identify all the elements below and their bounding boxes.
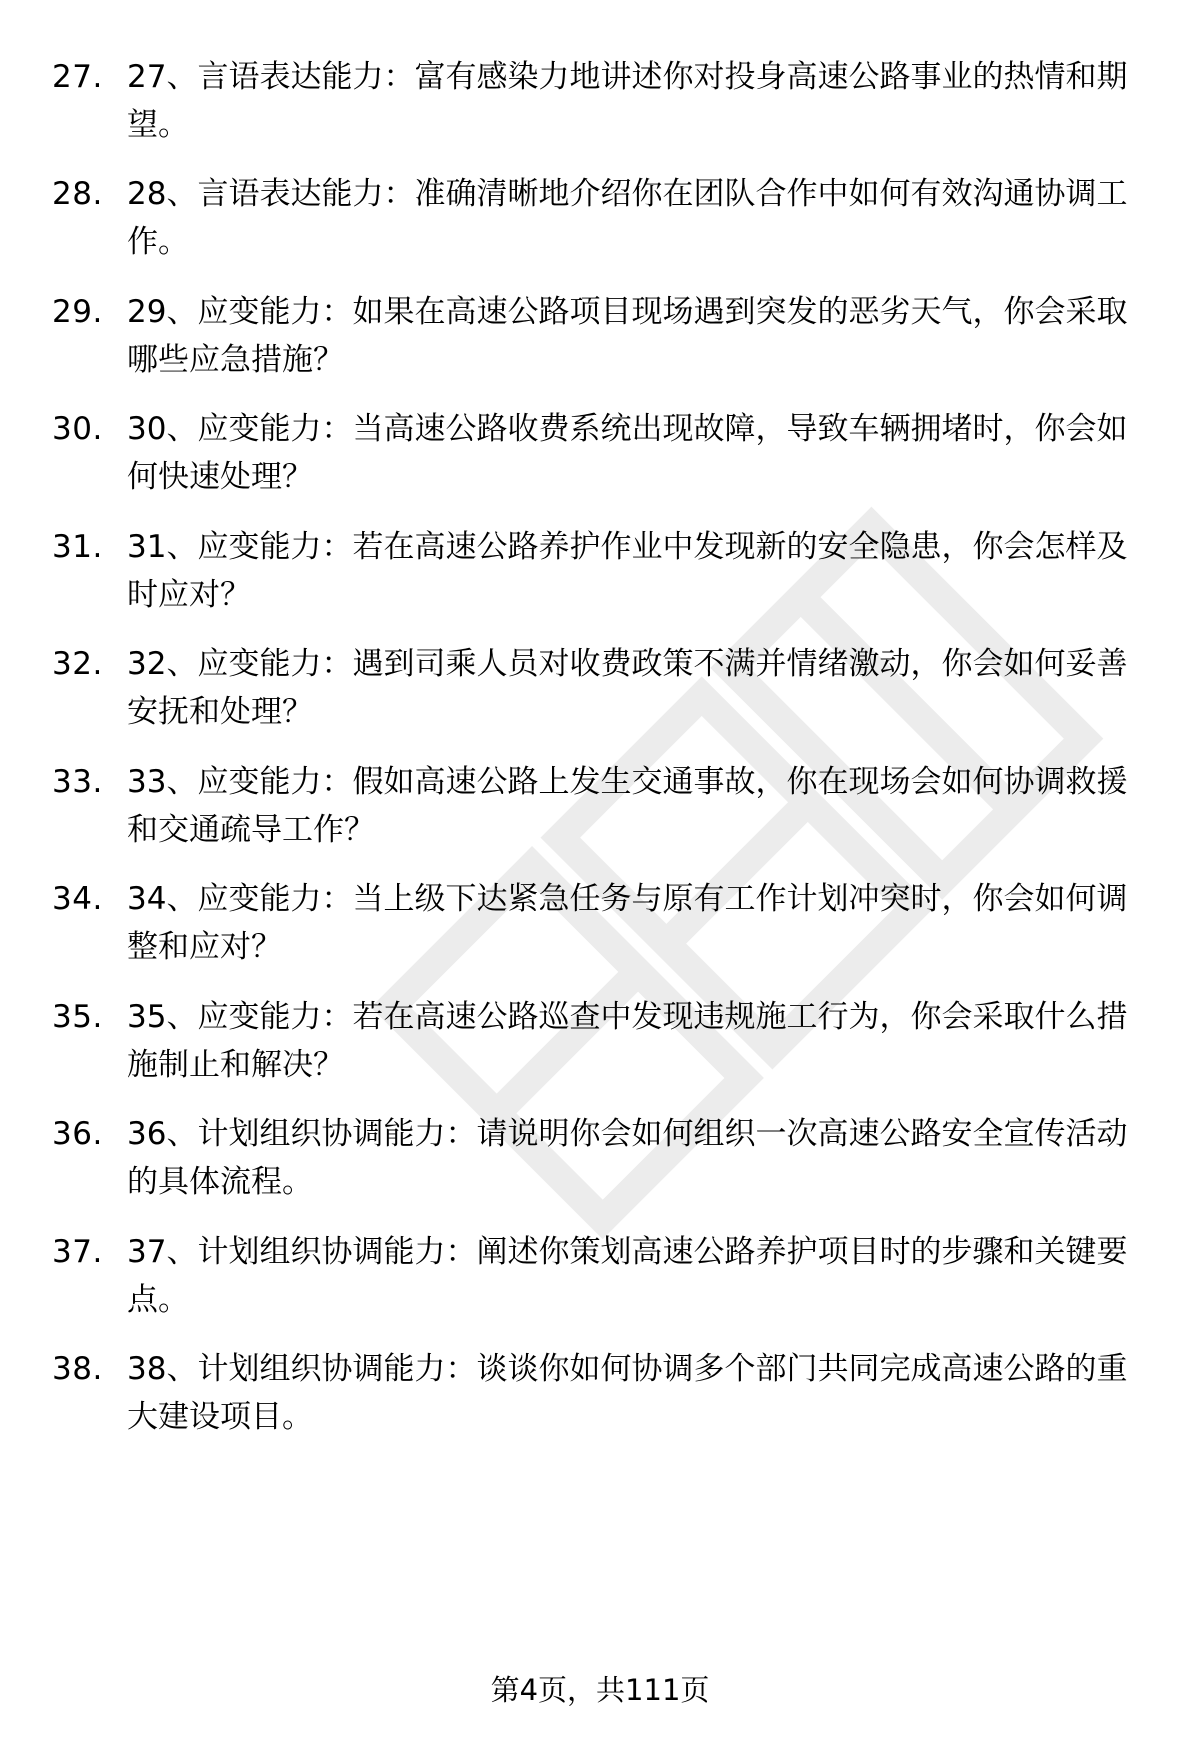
list-item-number: 36. [52, 1116, 103, 1152]
list-item-text: 31、应变能力：若在高速公路养护作业中发现新的安全隐患，你会怎样及时应对？ [127, 529, 1128, 613]
list-item [0, 993, 1200, 1103]
list-item-text: 28、言语表达能力：准确清晰地介绍你在团队合作中如何有效沟通协调工作。 [127, 176, 1128, 260]
list-item [0, 170, 1200, 280]
list-item-text: 27、言语表达能力：富有感染力地讲述你对投身高速公路事业的热情和期望。 [127, 59, 1128, 143]
list-item-text: 29、应变能力：如果在高速公路项目现场遇到突发的恶劣天气，你会采取哪些应急措施？ [127, 294, 1128, 378]
list-item-number: 30. [52, 411, 103, 447]
list-item [0, 53, 1200, 163]
list-item-text: 32、应变能力：遇到司乘人员对收费政策不满并情绪激动，你会如何妥善安抚和处理？ [127, 646, 1128, 730]
list-item-number: 33. [52, 764, 103, 800]
list-item [0, 875, 1200, 985]
list-item [0, 758, 1200, 868]
list-item-number: 38. [52, 1351, 103, 1387]
page-number-footer: 第4页，共111页 [490, 1673, 710, 1707]
list-item [0, 523, 1200, 633]
list-item-number: 27. [52, 59, 103, 95]
list-item-text: 35、应变能力：若在高速公路巡查中发现违规施工行为，你会采取什么措施制止和解决？ [127, 999, 1128, 1083]
list-item-text: 38、计划组织协调能力：谈谈你如何协调多个部门共同完成高速公路的重大建设项目。 [127, 1351, 1128, 1435]
list-item-number: 28. [52, 176, 103, 212]
list-item [0, 405, 1200, 515]
list-item-number: 34. [52, 881, 103, 917]
list-item-number: 29. [52, 294, 103, 330]
list-item-number: 32. [52, 646, 103, 682]
list-item-text: 33、应变能力：假如高速公路上发生交通事故，你在现场会如何协调救援和交通疏导工作？ [127, 764, 1128, 848]
list-item-number: 37. [52, 1234, 103, 1270]
list-item [0, 288, 1200, 398]
list-item [0, 1110, 1200, 1220]
list-item [0, 640, 1200, 750]
list-item [0, 1228, 1200, 1338]
list-item-text: 34、应变能力：当上级下达紧急任务与原有工作计划冲突时，你会如何调整和应对？ [127, 881, 1128, 965]
list-item-text: 37、计划组织协调能力：阐述你策划高速公路养护项目时的步骤和关键要点。 [127, 1234, 1128, 1318]
list-item-number: 31. [52, 529, 103, 565]
list-item-text: 36、计划组织协调能力：请说明你会如何组织一次高速公路安全宣传活动的具体流程。 [127, 1116, 1128, 1200]
list-item-number: 35. [52, 999, 103, 1035]
list-item-text: 30、应变能力：当高速公路收费系统出现故障，导致车辆拥堵时，你会如何快速处理？ [127, 411, 1128, 495]
list-item [0, 1345, 1200, 1455]
